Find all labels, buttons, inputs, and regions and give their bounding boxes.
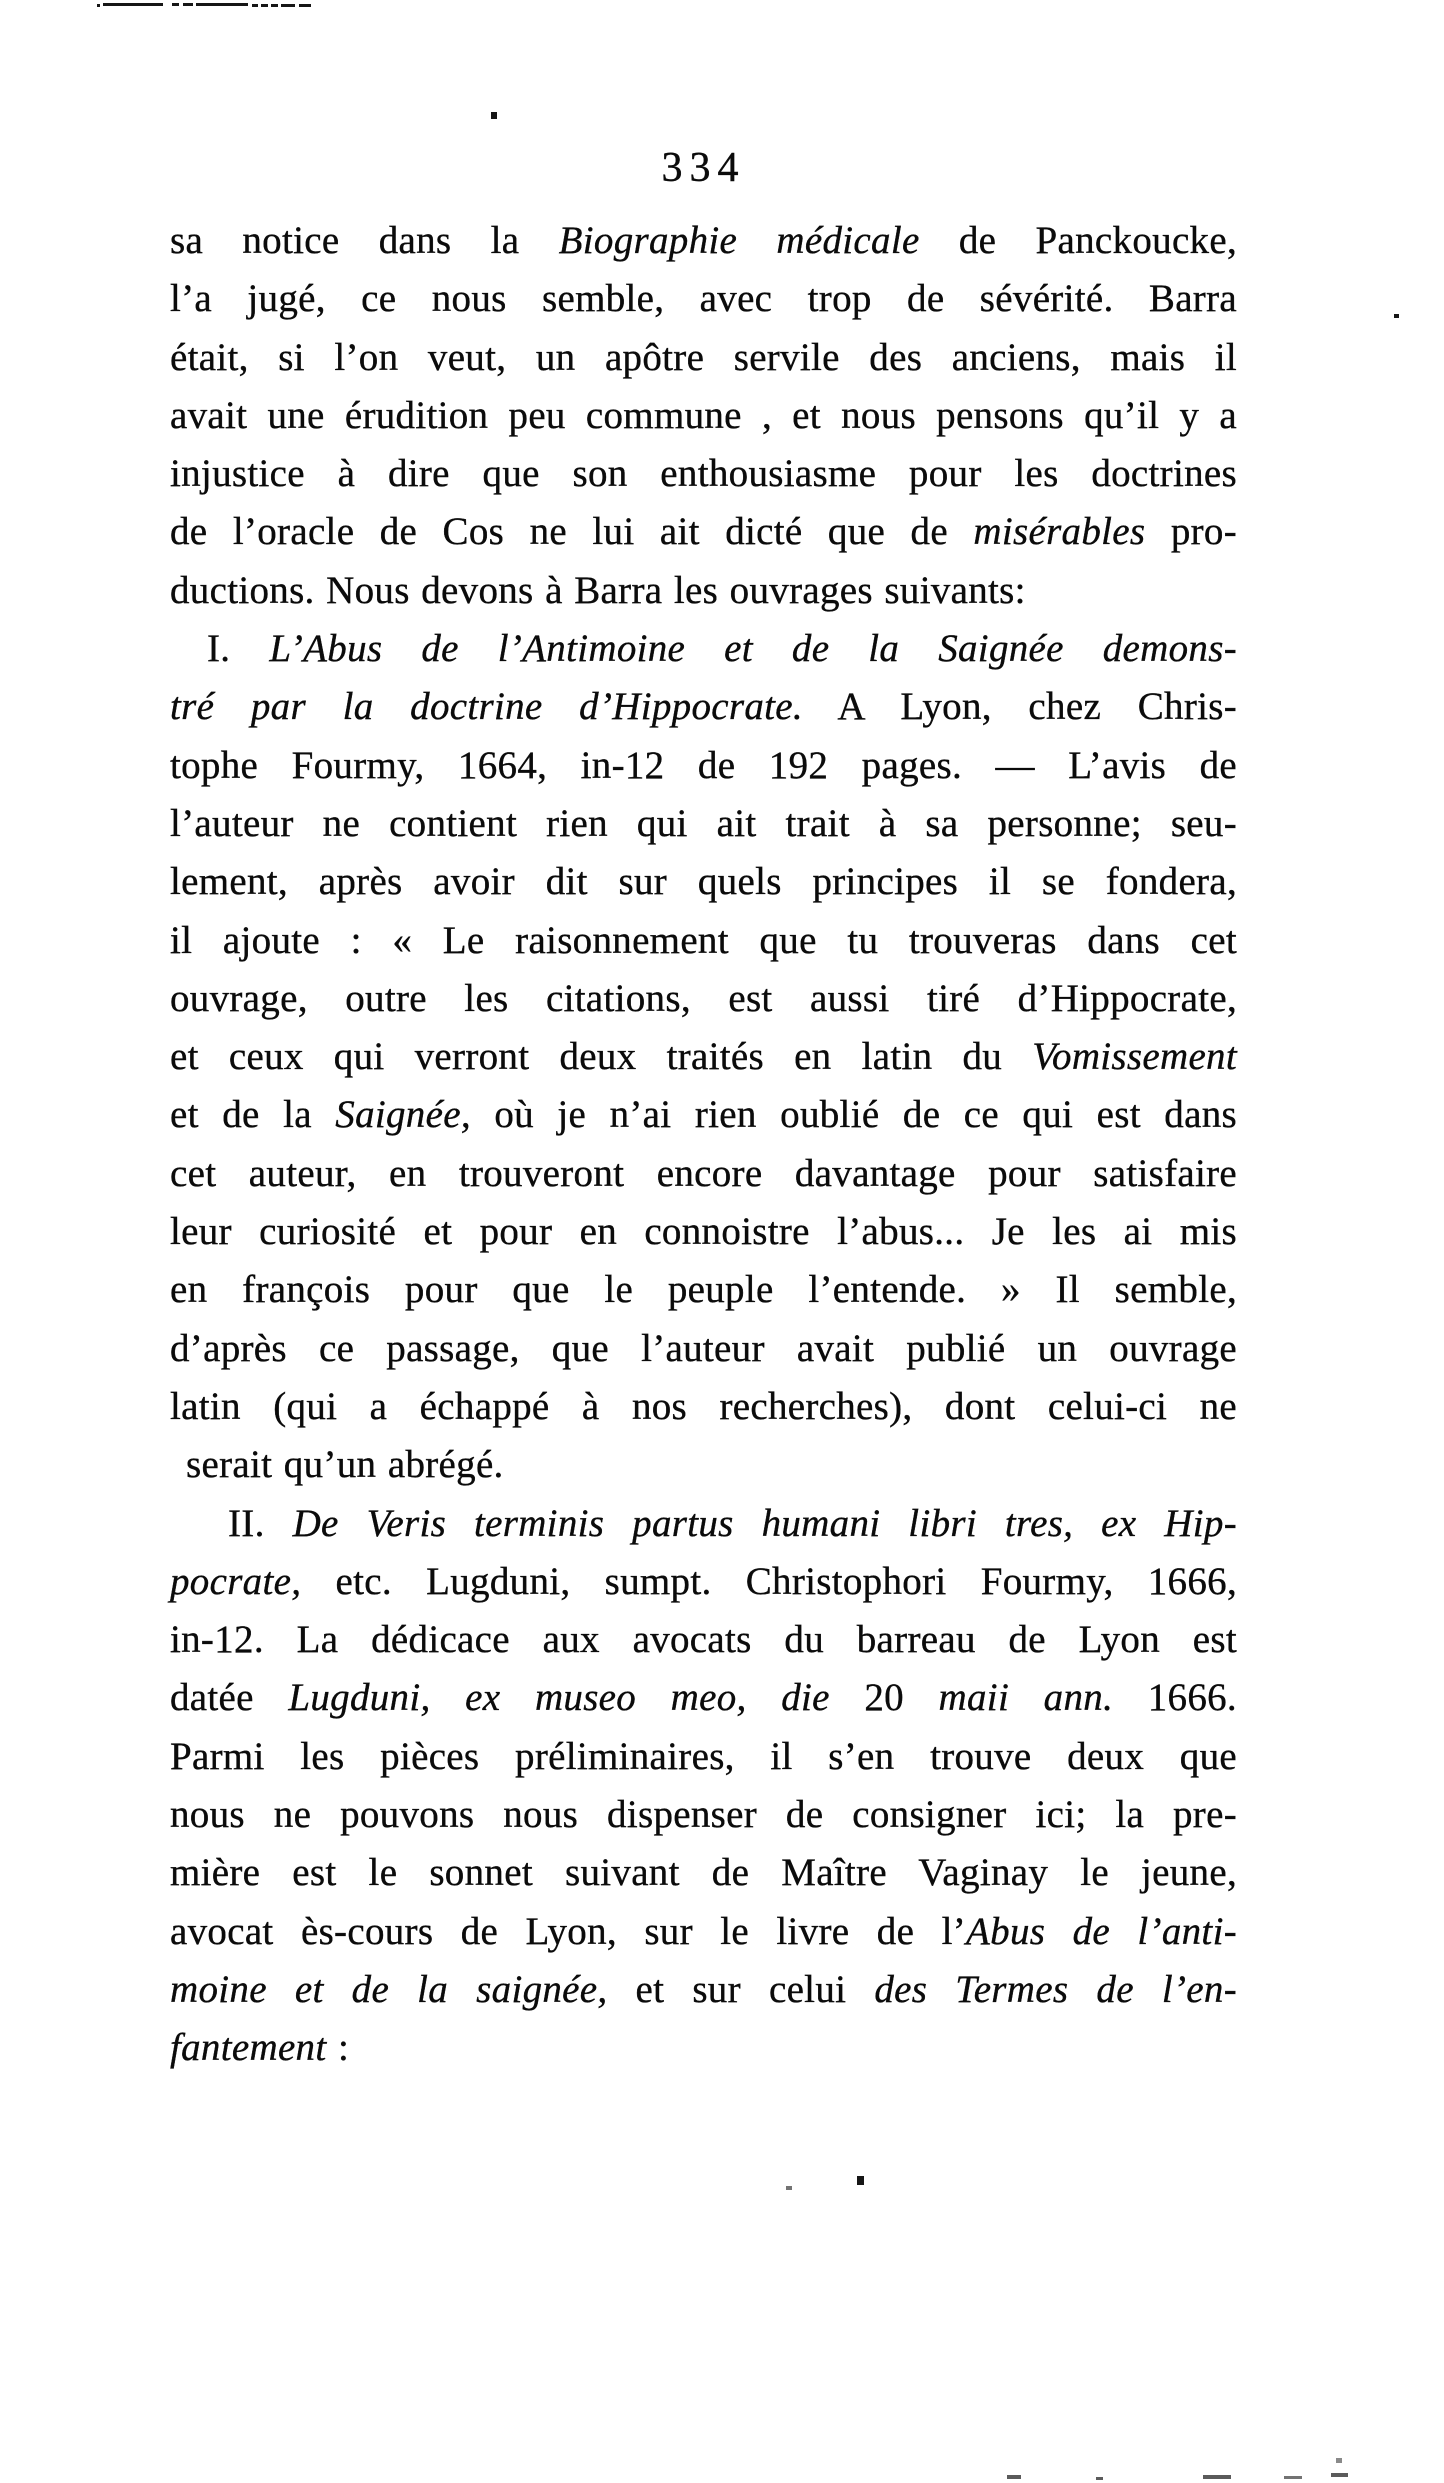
text-line: [170, 270, 1237, 328]
text-line: [170, 795, 1237, 853]
text-line: [170, 1903, 1237, 1961]
text-block: [170, 212, 1237, 2078]
text-segment: in-12. La dédicace aux avocats du barreau de Lyon est: [170, 1618, 1237, 1662]
italic-text-segment: Saignée,: [335, 1093, 471, 1137]
text-line: [170, 1261, 1237, 1319]
text-line: [170, 1378, 1237, 1436]
text-line: [170, 1436, 1237, 1494]
italic-text-segment: Abus de l’anti-: [966, 1909, 1237, 1953]
text-segment: :: [326, 2026, 350, 2070]
text-segment: lement, après avoir dit sur quels principes il se fondera,: [170, 860, 1237, 904]
italic-text-segment: pocrate,: [170, 1559, 302, 1603]
text-line: [170, 562, 1237, 620]
text-segment: de l’oracle de Cos ne lui ait dicté que de: [170, 510, 974, 554]
text-segment: serait qu’un abrégé.: [186, 1443, 504, 1487]
text-segment: avait une érudition peu commune , et nous pensons qu’il y a: [170, 393, 1237, 437]
text-segment: l’a jugé, ce nous semble, avec trop de sévérité. Barra: [170, 277, 1237, 321]
text-line: [170, 1786, 1237, 1844]
text-line: [170, 1553, 1237, 1611]
text-line: [170, 678, 1237, 736]
text-segment: avocat ès-cours de Lyon, sur le livre de l’: [170, 1909, 967, 1953]
text-segment: mière est le sonnet suivant de Maître Vaginay le jeune,: [170, 1851, 1237, 1895]
italic-text-segment: Biographie médicale: [558, 219, 920, 262]
italic-text-segment: tré par la doctrine d’Hippocrate.: [170, 685, 803, 729]
text-line: [170, 1669, 1237, 1727]
italic-text-segment: des Termes de l’en-: [874, 1967, 1237, 2011]
text-segment: datée: [170, 1676, 289, 1720]
text-line: [170, 212, 1237, 270]
text-segment: pro-: [1145, 510, 1237, 554]
text-line: [170, 1320, 1237, 1378]
text-line: [170, 912, 1237, 970]
text-segment: cet auteur, en trouveront encore davantage pour satisfaire: [170, 1151, 1237, 1195]
italic-text-segment: moine et de la saignée,: [170, 1967, 608, 2011]
text-line: [170, 1961, 1237, 2019]
text-segment: l’auteur ne contient rien qui ait trait à sa personne; seu-: [170, 801, 1237, 845]
text-line: [170, 1203, 1237, 1261]
text-segment: et de la: [170, 1093, 336, 1137]
text-segment: tophe Fourmy, 1664, in-12 de 192 pages. — L’avis de: [170, 743, 1237, 787]
italic-text-segment: misérables: [973, 510, 1146, 554]
text-segment: et sur celui: [607, 1967, 875, 2011]
text-line: [170, 503, 1237, 561]
text-segment: nous ne pouvons nous dispenser de consigner ici; la pre-: [170, 1793, 1237, 1837]
page-number: 334: [661, 145, 746, 191]
italic-text-segment: fantement: [170, 2026, 327, 2070]
text-line: [170, 853, 1237, 911]
text-segment: en françois pour que le peuple l’entende. » Il semble,: [170, 1268, 1237, 1312]
text-line: [170, 737, 1237, 795]
italic-text-segment: De Veris terminis partus humani libri tres, ex Hip-: [292, 1501, 1237, 1545]
text-segment: et ceux qui verront deux traités en latin du: [170, 1035, 1033, 1079]
text-segment: il ajoute : « Le raisonnement que tu trouveras dans cet: [170, 918, 1237, 962]
text-segment: où je n’ai rien oublié de ce qui est dans: [470, 1093, 1237, 1137]
italic-text-segment: Vomissement: [1032, 1035, 1237, 1079]
text-segment: 1666.: [1113, 1676, 1237, 1720]
text-segment: I.: [207, 627, 270, 671]
text-line: [170, 2019, 1237, 2077]
text-segment: II.: [228, 1501, 293, 1545]
italic-text-segment: L’Abus de l’Antimoine et de la Saignée demons-: [269, 627, 1237, 671]
text-line: [170, 1495, 1237, 1553]
italic-text-segment: Lugduni, ex museo meo, die: [288, 1676, 865, 1720]
text-segment: était, si l’on veut, un apôtre servile des anciens, mais il: [170, 335, 1237, 379]
text-line: [170, 1086, 1237, 1144]
text-line: [170, 1611, 1237, 1669]
text-line: [170, 970, 1237, 1028]
text-line: [170, 387, 1237, 445]
text-segment: latin (qui a échappé à nos recherches), dont celui-ci ne: [170, 1384, 1237, 1428]
text-line: [170, 1028, 1237, 1086]
text-line: [170, 620, 1237, 678]
text-segment: A Lyon, chez Chris-: [802, 685, 1238, 729]
text-segment: ouvrage, outre les citations, est aussi tiré d’Hippocrate,: [170, 976, 1237, 1020]
text-line: [170, 1844, 1237, 1902]
text-segment: etc. Lugduni, sumpt. Christophori Fourmy, 1666,: [301, 1559, 1237, 1603]
text-segment: d’après ce passage, que l’auteur avait publié un ouvrage: [170, 1326, 1237, 1370]
italic-text-segment: maii ann.: [938, 1676, 1114, 1720]
text-segment: injustice à dire que son enthousiasme pour les doctrines: [170, 452, 1237, 496]
text-segment: Parmi les pièces préliminaires, il s’en trouve deux que: [170, 1734, 1237, 1778]
text-segment: ductions. Nous devons à Barra les ouvrages suivants:: [170, 568, 1026, 612]
text-line: [170, 329, 1237, 387]
text-segment: 20: [864, 1676, 939, 1720]
text-line: [170, 445, 1237, 503]
text-segment: sa notice dans la: [170, 219, 559, 262]
text-line: [170, 1728, 1237, 1786]
text-segment: de Panckoucke,: [919, 219, 1238, 262]
text-line: [170, 1145, 1237, 1203]
text-segment: leur curiosité et pour en connoistre l’abus... Je les ai mis: [170, 1210, 1237, 1254]
